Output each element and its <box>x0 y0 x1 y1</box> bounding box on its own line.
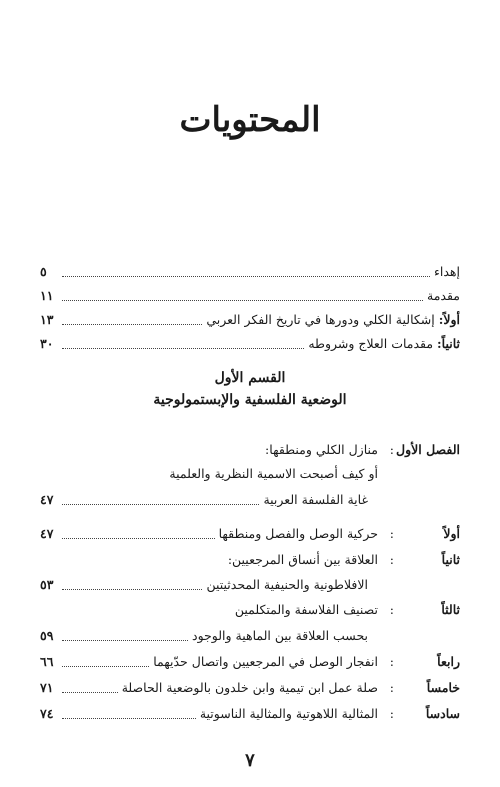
section-heading: رابعاً <box>437 654 460 669</box>
dot-leader <box>62 300 423 301</box>
colon: : <box>389 526 394 541</box>
toc-page-number: ٥٣ <box>40 577 54 592</box>
toc-label <box>308 334 460 354</box>
dot-leader <box>62 692 118 693</box>
section-continuation-row <box>40 626 460 646</box>
section-line <box>40 652 378 672</box>
section-heading: سادساً <box>425 706 460 721</box>
colon: : <box>389 706 394 721</box>
section-text: انفجار الوصل في المرجعيين واتصال حدّيهما <box>153 654 378 669</box>
section-row <box>40 524 460 544</box>
dot-leader <box>62 348 304 349</box>
toc-label <box>206 310 460 330</box>
colon: : <box>389 680 394 695</box>
section-line <box>40 626 368 646</box>
section-line <box>40 575 368 595</box>
section-line <box>40 678 378 698</box>
toc-page-number: ٦٦ <box>40 654 54 669</box>
section-row <box>40 678 460 698</box>
section-text: حركية الوصل والفصل ومنطقها <box>218 526 378 541</box>
toc-page-number: ٥٩ <box>40 628 54 643</box>
section-text: العلاقة بين أنساق المرجعيين: <box>227 552 378 567</box>
dot-leader <box>62 324 202 325</box>
toc-row-first <box>40 310 460 330</box>
chapter-heading: الفصل الأول <box>396 442 460 457</box>
dot-leader <box>62 276 430 277</box>
toc-page-number: ٧٤ <box>40 706 54 721</box>
section-text: تصنيف الفلاسفة والمتكلمين <box>234 602 378 617</box>
chapter-heading-row <box>40 440 460 460</box>
page-title: المحتويات <box>179 100 321 140</box>
section-heading: ثالثاً <box>441 602 460 617</box>
section-text: بحسب العلاقة بين الماهية والوجود <box>192 628 368 643</box>
toc-text: مقدمات العلاج وشروطه <box>308 336 434 351</box>
section-text: الافلاطونية والحنيفية المحدثيتين <box>206 577 368 592</box>
toc-page-number: ١١ <box>40 288 54 303</box>
toc-row-dedication <box>40 262 460 282</box>
toc-heading: ثانياً: <box>437 336 460 351</box>
section-line <box>40 704 378 724</box>
colon: : <box>389 654 394 669</box>
section-continuation-row <box>40 575 460 595</box>
toc-text: إشكالية الكلي ودورها في تاريخ الفكر العربي <box>206 312 435 327</box>
toc-page-number: ١٣ <box>40 312 54 327</box>
chapter-subline-row <box>40 464 460 484</box>
section-heading: خامساً <box>426 680 460 695</box>
dot-leader <box>62 504 259 505</box>
toc-label: مقدمة <box>427 288 460 303</box>
part-title: القسم الأول <box>214 370 286 386</box>
dot-leader <box>62 589 202 590</box>
dot-leader <box>62 718 196 719</box>
chapter-line: غاية الفلسفة العربية <box>263 492 368 507</box>
part-subtitle: الوضعية الفلسفية والإبستمولوجية <box>153 392 347 408</box>
chapter-line-with-page <box>40 490 368 510</box>
toc-page-number: ٧١ <box>40 680 54 695</box>
section-line <box>40 524 378 544</box>
section-row <box>40 550 460 570</box>
toc-heading: أولاً: <box>438 312 460 327</box>
toc-row-second <box>40 334 460 354</box>
page-number: ٧ <box>245 750 255 771</box>
section-row <box>40 652 460 672</box>
colon: : <box>389 442 394 457</box>
toc-row-introduction <box>40 286 460 306</box>
section-text: المثالية اللاهوتية والمثالية الناسوتية <box>199 706 378 721</box>
toc-page-number: ٥ <box>40 264 47 279</box>
colon: : <box>389 552 394 567</box>
section-heading: أولاً <box>443 526 460 541</box>
chapter-line: أو كيف أصبحت الاسمية النظرية والعلمية <box>169 466 378 481</box>
toc-page-number: ٣٠ <box>40 336 54 351</box>
chapter-subline-row <box>40 490 460 510</box>
section-text: صلة عمل ابن تيمية وابن خلدون بالوضعية الحاصلة <box>121 680 378 695</box>
dot-leader <box>62 640 188 641</box>
colon: : <box>389 602 394 617</box>
chapter-line: منازل الكلي ومنطقها: <box>265 442 378 457</box>
toc-label: إهداء <box>434 264 460 279</box>
toc-page-number: ٤٧ <box>40 492 54 507</box>
section-heading: ثانياً <box>441 552 460 567</box>
dot-leader <box>62 538 215 539</box>
section-row <box>40 704 460 724</box>
dot-leader <box>62 666 149 667</box>
toc-page-number: ٤٧ <box>40 526 54 541</box>
section-row <box>40 600 460 620</box>
